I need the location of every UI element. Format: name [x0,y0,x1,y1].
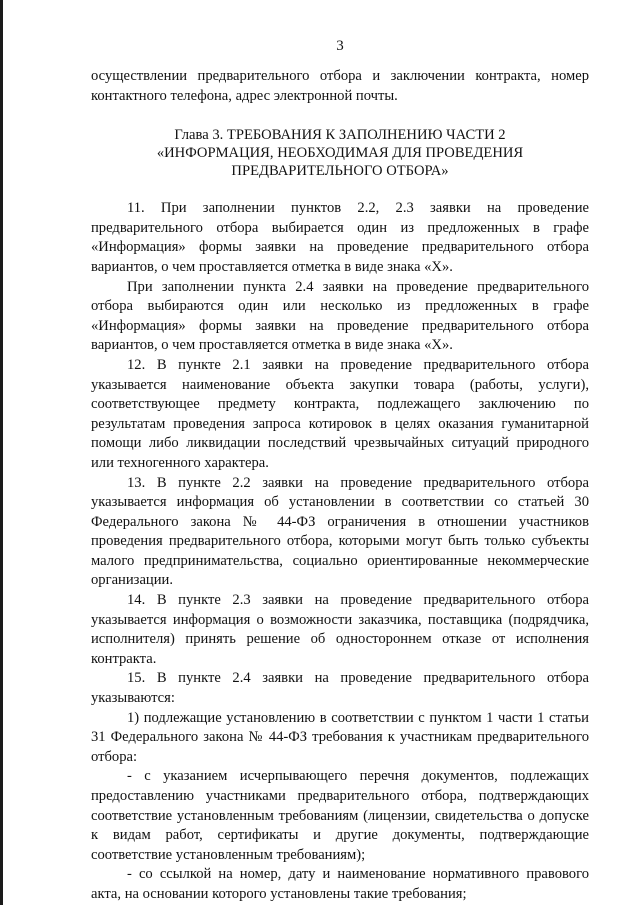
paragraph-15-item-1: 1) подлежащие установлению в соответствии с пунктом 1 части 1 статьи 31 Федерального закона № 44-ФЗ требования к участникам предварительного отбора: [91,709,589,765]
paragraph-12: 12. В пункте 2.1 заявки на проведение предварительного отбора указывается наименование объекта закупки товара (работы, услуги), соответствующее предмету контракта, подлежащего заключению по результатам проведения запроса котировок в целях оказания гуманитарной помощи либо ликвидации последствий чрезвычайных ситуаций природного или техногенного характера. [91,356,589,471]
page-left-edge [0,0,3,905]
chapter-heading-line-3: ПРЕДВАРИТЕЛЬНОГО ОТБОРА» [231,163,449,180]
chapter-heading-line-1: Глава 3. ТРЕБОВАНИЯ К ЗАПОЛНЕНИЮ ЧАСТИ 2 [174,127,506,144]
paragraph-13: 13. В пункте 2.2 заявки на проведение предварительного отбора указывается информация об установлении в соответствии со статьей 30 Федерального закона № 44-ФЗ ограничения в отношении участников проведения предварительного отбора, которыми могут быть только субъекты малого предпринимательства, социально ориентированные некоммерческие организации. [91,474,589,589]
chapter-heading-line-2: «ИНФОРМАЦИЯ, НЕОБХОДИМАЯ ДЛЯ ПРОВЕДЕНИЯ [156,145,524,162]
paragraph-11: 11. При заполнении пунктов 2.2, 2.3 заявки на проведение предварительного отбора выбирается один из предложенных в графе «Информация» формы заявки на проведение предварительного отбора вариантов, о чем проставляется отметка в виде знака «Х». [91,200,589,275]
page-number: 3 [336,38,344,54]
paragraph-15-item-1-dash-1: - с указанием исчерпывающего перечня документов, подлежащих предоставлению участниками предварительного отбора, подтверждающих соответствие установленным требованиям (лицензии, свидетельства о допуске к видам работ, сертификаты и другие документы, подтверждающие соответствие установленным требованиям); [91,768,589,863]
paragraph-15-item-1-dash-2: - со ссылкой на номер, дату и наименование нормативного правового акта, на основании которого установлены такие требования; [91,866,589,902]
paragraph-14: 14. В пункте 2.3 заявки на проведение предварительного отбора указывается информация о возможности заказчика, поставщика (подрядчика, исполнителя) принять решение об одностороннем отказе от исполнения контракта. [91,592,589,667]
paragraph-11-continued: При заполнении пункта 2.4 заявки на проведение предварительного отбора выбираются один или несколько из предложенных в графе «Информация» формы заявки на проведение предварительного отбора вариантов, о чем проставляется отметка в виде знака «Х». [91,278,589,354]
intro-paragraph: осуществлении предварительного отбора и заключении контракта, номер контактного телефона, адрес электронной почты. [91,68,589,104]
paragraph-15: 15. В пункте 2.4 заявки на проведение предварительного отбора указываются: [91,670,589,707]
chapter-heading [91,126,589,180]
document-page [91,36,589,905]
